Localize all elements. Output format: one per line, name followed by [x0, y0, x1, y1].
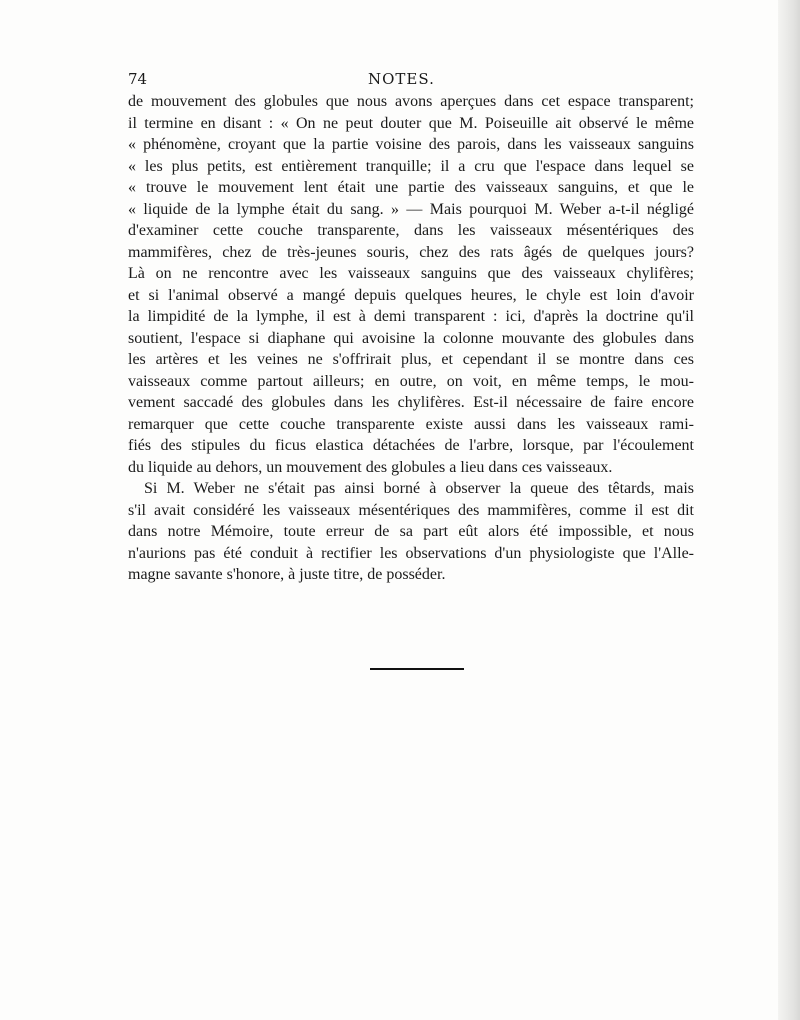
text-line: « trouve le mouvement lent était une partie des vaisseaux sanguins, et que le: [128, 179, 694, 196]
text-line: du liquide au dehors, un mouvement des globules a lieu dans ces vaisseaux.: [128, 458, 613, 476]
running-head: [128, 70, 694, 92]
text-line: fiés des stipules du ficus elastica détachées de l'arbre, lorsque, par l'écoulement: [128, 437, 694, 454]
text-line: les artères et les veines ne s'offrirait plus, et cependant il se montre dans ces: [128, 351, 694, 368]
text-line: remarquer que cette couche transparente existe aussi dans les vaisseaux rami-: [128, 415, 694, 433]
section-divider-rule: [370, 668, 464, 670]
text-line: vement saccadé des globules dans les chylifères. Est-il nécessaire de faire encore: [128, 394, 694, 411]
text-line: vaisseaux comme partout ailleurs; en outre, on voit, en même temps, le mou-: [128, 372, 694, 390]
page-edge-shadow: [778, 0, 800, 1020]
body-text: [128, 91, 694, 586]
text-line: magne savante s'honore, à juste titre, de posséder.: [128, 566, 446, 583]
text-line: la limpidité de la lymphe, il est à demi transparent : ici, d'après la doctrine qu'il: [128, 308, 694, 325]
text-line: « liquide de la lymphe était du sang. » — Mais pourquoi M. Weber a-t-il négligé: [128, 200, 694, 218]
text-line: de mouvement des globules que nous avons aperçues dans cet espace transparent;: [128, 93, 694, 110]
text-line: « phénomène, croyant que la partie voisine des parois, dans les vaisseaux sanguins: [128, 136, 694, 153]
text-line: Là on ne rencontre avec les vaisseaux sanguins que des vaisseaux chylifères;: [128, 265, 694, 282]
section-title: NOTES.: [368, 70, 435, 88]
page-number: 74: [128, 70, 148, 88]
text-line: soutient, l'espace si diaphane qui avoisine la colonne mouvante des globules dans: [128, 329, 694, 347]
text-line: « les plus petits, est entièrement tranquille; il a cru que l'espace dans lequel se: [128, 157, 694, 175]
text-line: Si M. Weber ne s'était pas ainsi borné à observer la queue des têtards, mais: [144, 480, 694, 497]
text-line: n'aurions pas été conduit à rectifier les observations d'un physiologiste que l'Alle-: [128, 544, 694, 562]
text-line: s'il avait considéré les vaisseaux mésentériques des mammifères, comme il est dit: [128, 501, 694, 519]
text-line: d'examiner cette couche transparente, dans les vaisseaux mésentériques des: [128, 222, 694, 239]
text-line: et si l'animal observé a mangé depuis quelques heures, le chyle est loin d'avoir: [128, 286, 694, 304]
text-line: mammifères, chez de très-jeunes souris, chez des rats âgés de quelques jours?: [128, 243, 694, 261]
text-line: dans notre Mémoire, toute erreur de sa part eût alors été impossible, et nous: [128, 523, 694, 540]
text-line: il termine en disant : « On ne peut douter que M. Poiseuille ait observé le même: [128, 114, 694, 132]
